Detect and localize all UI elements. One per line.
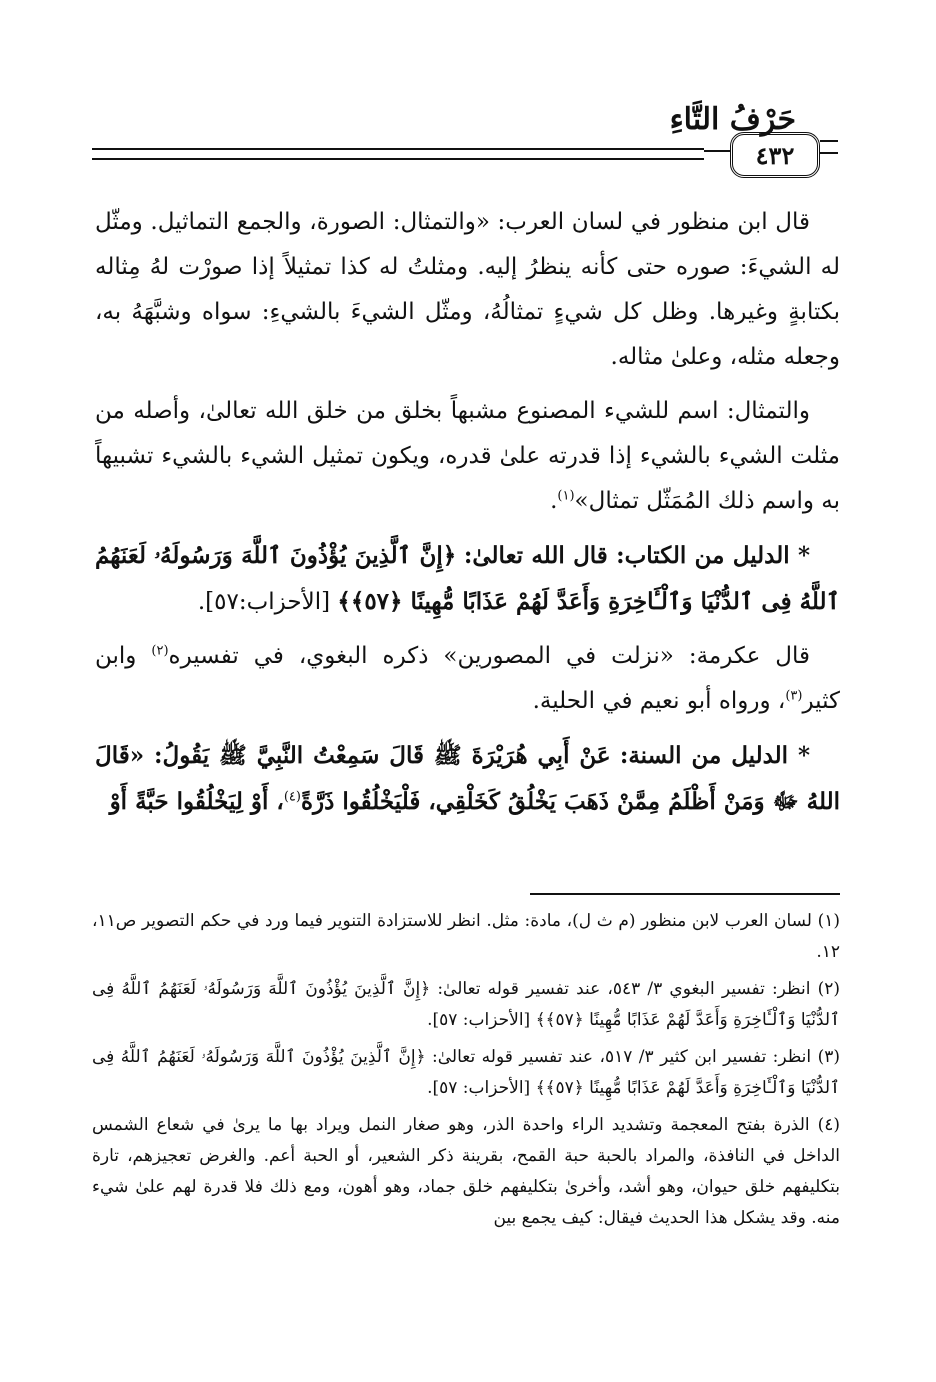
paragraph-sunnah-evidence: * الدليل من السنة: عَنْ أَبِي هُرَيْرَةَ ﷺ قَالَ سَمِعْتُ النَّبِيَّ ﷺ يَقُولُ: «قَالَ اللهُ ﷻ وَمَنْ أَظْلَمُ مِمَّنْ ذَهَبَ يَخْلُقُ كَخَلْقِي، فَلْيَخْلُقُوا ذَرَّةً$^{(٤)}$، أَوْ لِيَخْلُقُوا حَبَّةً أَوْ (95, 742, 840, 815)
footnotes (92, 906, 840, 1240)
footnote-ref-3: (٣) (785, 688, 803, 704)
footnote-4: (٤) الذرة بفتح المعجمة وتشديد الراء واحدة الذر، وهو صغار النمل ويراد بها ما يرىٰ في شعاع الشمس الداخل في النافذة، والمراد بالحبة حبة القمح، بقرينة ذكر الشعير، أو الحبة أعم. والغرض تعجيزهم، تارة بتكليفهم خلق حيوان، وهو أشد، وأخرىٰ بتكليفهم خلق جماد، وهو أهون، ومع ذلك فلا قدرة لهم علىٰ شيء منه. وقد يشكل هذا الحديث فيقال: كيف يجمع بين (92, 1115, 840, 1228)
paragraph-quran-evidence (95, 533, 840, 625)
header-connector-line (704, 150, 730, 152)
evidence-label-sunnah: * الدليل من السنة: (619, 742, 810, 769)
footnote-ref-4: (٤) (283, 789, 301, 805)
footnote-ref-1: (١) (557, 488, 575, 504)
footnote-separator (530, 893, 840, 895)
page-number-text: ٤٣٢ (755, 140, 795, 170)
hadith-text: عَنْ أَبِي هُرَيْرَةَ ﷺ قَالَ سَمِعْتُ النَّبِيَّ ﷺ يَقُولُ: «قَالَ اللهُ ﷻ وَمَنْ أَظْلَمُ مِمَّنْ ذَهَبَ يَخْلُقُ كَخَلْقِي، فَلْيَخْلُقُوا ذَرَّةً (95, 742, 840, 815)
page-number (730, 132, 820, 178)
footnote-2: (٢) انظر: تفسير البغوي ٣/ ٥٤٣، عند تفسير قوله تعالىٰ: ﴿إِنَّ ٱلَّذِينَ يُؤْذُونَ ٱللَّهَ وَرَسُولَهُۥ لَعَنَهُمُ ٱللَّهُ فِى ٱلدُّنْيَا وَٱلْـَٔاخِرَةِ وَأَعَدَّ لَهُمْ عَذَابًا مُّهِينًا ﴿٥٧﴾﴾ [الأحزاب: ٥٧]. (92, 979, 840, 1030)
chapter-title: حَرْفُ التَّاءِ (669, 102, 796, 137)
footnote-3: (٣) انظر: تفسير ابن كثير ٣/ ٥١٧، عند تفسير قوله تعالىٰ: ﴿إِنَّ ٱلَّذِينَ يُؤْذُونَ ٱللَّهَ وَرَسُولَهُۥ لَعَنَهُمُ ٱللَّهُ فِى ٱلدُّنْيَا وَٱلْـَٔاخِرَةِ وَأَعَدَّ لَهُمْ عَذَابًا مُّهِينًا ﴿٥٧﴾﴾ [الأحزاب: ٥٧]. (92, 1047, 840, 1098)
paragraph-tamthal-definition: والتمثال: اسم للشيء المصنوع مشبهاً بخلق من خلق الله تعالىٰ، وأصله من مثلت الشيء بالشيء إذا قدرته علىٰ قدره، ويكون تمثيل الشيء بالشيء تشبيهاً به واسم ذلك المُمَثّل تمثال»$^{(١)}$. (95, 398, 840, 514)
quran-verse: ﴿إِنَّ ٱلَّذِينَ يُؤْذُونَ ٱللَّهَ وَرَسُولَهُۥ لَعَنَهُمُ ٱللَّهُ فِى ٱلدُّنْيَا وَٱلْـَٔاخِرَةِ وَأَعَدَّ لَهُمْ عَذَابًا مُّهِينًا ﴿٥٧﴾﴾ (95, 542, 840, 615)
page-number-ornament (820, 140, 838, 154)
paragraph-lisan-al-arab: قال ابن منظور في لسان العرب: «والتمثال: الصورة، والجمع التماثيل. ومثّل له الشيءَ: صوره حتى كأنه ينظرُ إليه. ومثلتُ له كذا تمثيلاً إذا صورْت لهُ مِثاله بكتابةٍ وغيرها. وظل كل شيءٍ تمثالُهُ، ومثّل الشيءَ بالشيءِ: سواه وشبَّهَهُ به، وجعله مثله، وعلىٰ مثاله. (95, 209, 841, 370)
paragraph-ikrimah: قال عكرمة: «نزلت في المصورين» ذكره البغوي، في تفسيره$^{(٢)}$ وابن كثير$^{(٣)}$، ورواه أبو نعيم في الحلية. (95, 643, 840, 714)
main-text (95, 200, 840, 834)
header-rule (92, 148, 704, 160)
footnote-ref-2: (٢) (151, 643, 169, 659)
verse-citation: [الأحزاب:٥٧]. (197, 589, 331, 615)
footnote-1: (١) لسان العرب لابن منظور (م ث ل)، مادة: مثل. انظر للاستزادة التنوير فيما ورد في حكم التصوير ص١١، ١٢. (92, 911, 840, 962)
evidence-label-book: * الدليل من الكتاب: قال الله تعالىٰ: (463, 542, 810, 569)
